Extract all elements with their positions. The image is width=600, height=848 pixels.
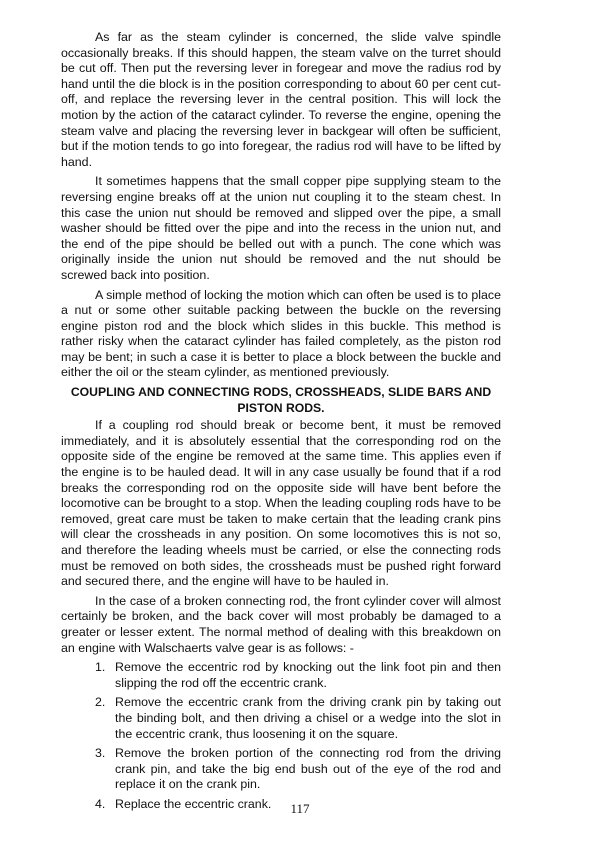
paragraph-copper-pipe: It sometimes happens that the small copper pipe supplying steam to the reversing engine breaks off at the union nut coupling it to the steam chest. In this case the union nut should be removed and slipped over the pipe, a small washer should be fitted over the pipe and into the recess in the union nut, and the end of the pipe should be belled out with a punch. The cone which was originally inside the union nut should be removed and the nut should be screwed back into position. (61, 174, 501, 282)
list-item-number: 1. (95, 660, 106, 675)
list-item-text: Remove the broken portion of the connecting rod from the driving crank pin, and take the big end bush out of the eye of the rod and replace it on the crank pin. (115, 746, 501, 792)
document-page (61, 30, 501, 817)
list-item (61, 695, 501, 742)
paragraph-coupling-rod: If a coupling rod should break or become bent, it must be removed immediately, and it is absolutely essential that the corresponding rod on the opposite side of the engine be removed at the same time. This applies even if the engine is to be hauled dead. It will in any case usually be found that if a rod breaks the corresponding rod on the opposite side will have bent before the locomotive can be brought to a stop. When the leading coupling rods have to be removed, great care must be taken to make certain that the leading crank pins will clear the crossheads in any position. On some locomotives this is not so, and therefore the leading wheels must be carried, or else the connecting rods must be removed on both sides, the crossheads must be pushed right forward and secured there, and the engine will have to be hauled in. (61, 418, 501, 589)
paragraph-locking-motion: A simple method of locking the motion which can often be used is to place a nut or some other suitable packing between the buckle on the reversing engine piston rod and the block which slides in this buckle. This method is rather risky when the cataract cylinder has failed completely, as the piston rod may be bent; in such a case it is better to place a block between the buckle and either the oil or the steam cylinder, as mentioned previously. (61, 287, 501, 380)
section-heading: COUPLING AND CONNECTING RODS, CROSSHEADS, SLIDE BARS AND PISTON RODS. (70, 385, 492, 415)
paragraph-connecting-rod: In the case of a broken connecting rod, the front cylinder cover will almost certainly be broken, and the back cover will most probably be damaged to a greater or lesser extent. The normal method of dealing with this breakdown on an engine with Walschaerts valve gear is as follows: - (61, 593, 501, 655)
list-item-number: 2. (95, 695, 106, 710)
page-number: 117 (290, 801, 310, 816)
list-item-text: Replace the eccentric crank. (115, 796, 272, 811)
list-item (61, 660, 501, 691)
list-item (61, 746, 501, 793)
list-item-number: 4. (95, 796, 106, 811)
list-item-text: Remove the eccentric crank from the driving crank pin by taking out the binding bolt, and then driving a chisel or a wedge into the slot in the eccentric crank, thus loosening it on the square. (115, 695, 501, 741)
list-item-number: 3. (95, 746, 106, 761)
paragraph-slide-valve-spindle: As far as the steam cylinder is concerned, the slide valve spindle occasionally breaks. If this should happen, the steam valve on the turret should be cut off. Then put the reversing lever in foregear and move the radius rod by hand until the die block is in the position corresponding to about 60 per cent cut-off, and replace the reversing lever in the central position. This will lock the motion by the action of the cataract cylinder. To reverse the engine, opening the steam valve and placing the reversing lever in backgear will often be sufficient, but if the motion tends to go into foregear, the radius rod will have to be lifted by hand. (61, 30, 501, 169)
list-item-text: Remove the eccentric rod by knocking out the link foot pin and then slipping the rod off the eccentric crank. (115, 660, 501, 690)
procedure-list (61, 660, 501, 812)
